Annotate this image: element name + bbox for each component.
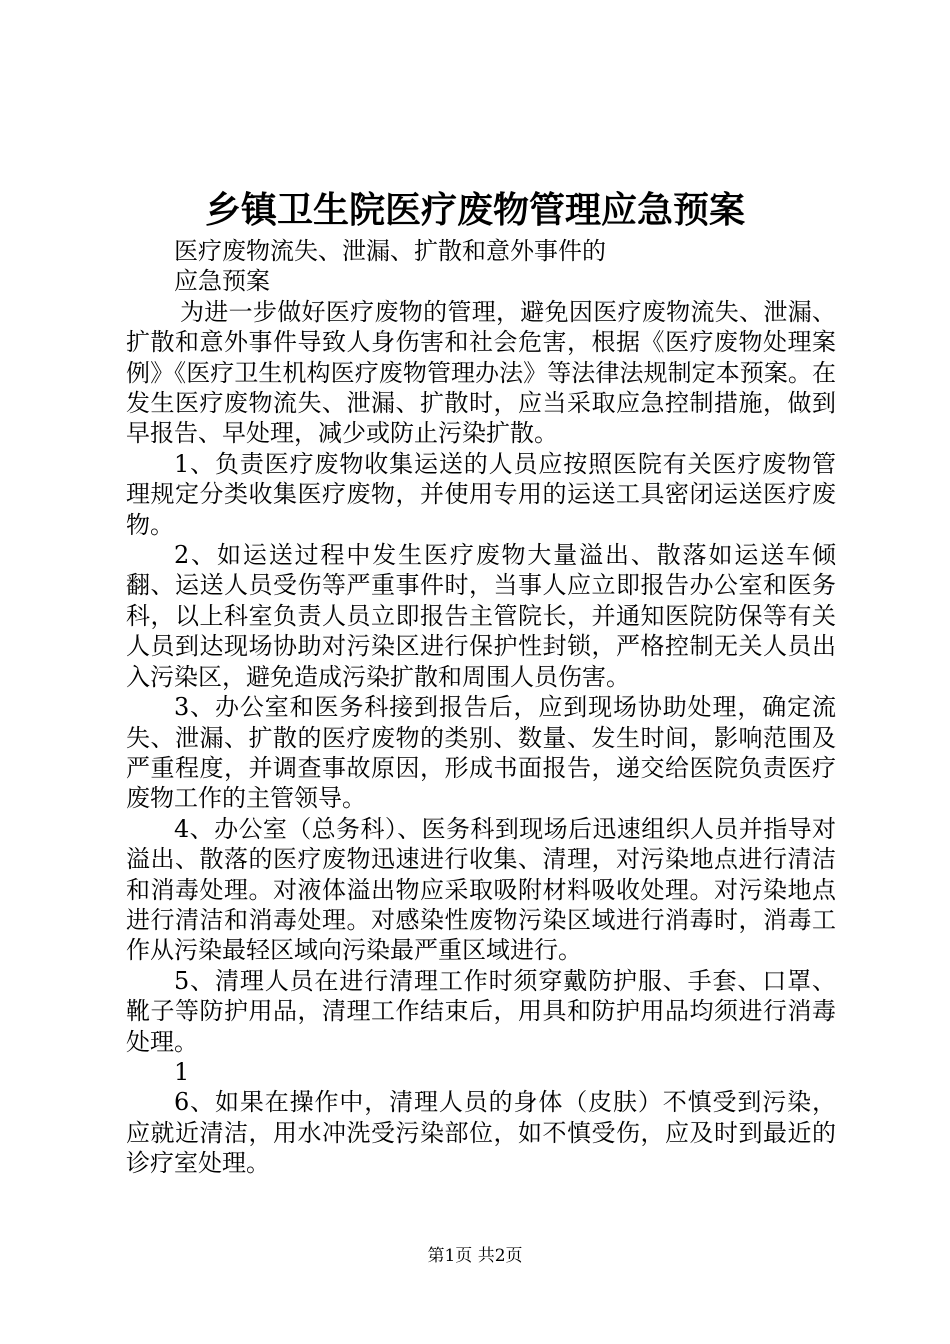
paragraph-item-2: 2、如运送过程中发生医疗废物大量溢出、散落如运送车倾翻、运送人员受伤等严重事件时，当事人应立即报告办公室和医务科，以上科室负责人员立即报告主管院长，并通知医院防保等有关人员到达现场协助对污染区进行保护性封锁，严格控制无关人员出入污染区，避免造成污染扩散和周围人员伤害。 xyxy=(126,541,836,691)
page-marker-number: 1 xyxy=(174,1057,190,1086)
paragraph-item-1: 1、负责医疗废物收集运送的人员应按照医院有关医疗废物管理规定分类收集医疗废物，并使用专用的运送工具密闭运送医疗废物。 xyxy=(126,449,836,539)
subtitle-line-1: 医疗废物流失、泄漏、扩散和意外事件的 xyxy=(174,237,606,265)
paragraph-item-5: 5、清理人员在进行清理工作时须穿戴防护服、手套、口罩、靴子等防护用品，清理工作结束后，用具和防护用品均须进行消毒处理。 xyxy=(126,966,836,1056)
paragraph-item-3: 3、办公室和医务科接到报告后，应到现场协助处理，确定流失、泄漏、扩散的医疗废物的类别、数量、发生时间，影响范围及严重程度，并调查事故原因，形成书面报告，递交给医院负责医疗废物工作的主管领导。 xyxy=(126,693,836,813)
paragraph-item-4: 4、办公室（总务科）、医务科到现场后迅速组织人员并指导对溢出、散落的医疗废物迅速进行收集、清理，对污染地点进行清洁和消毒处理。对液体溢出物应采取吸附材料吸收处理。对污染地点进行清洁和消毒处理。对感染性废物污染区域进行消毒时，消毒工作从污染最轻区域向污染最严重区域进行。 xyxy=(126,814,836,965)
paragraph-item-6: 6、如果在操作中，清理人员的身体（皮肤）不慎受到污染，应就近清洁，用水冲洗受污染部位，如不慎受伤，应及时到最近的诊疗室处理。 xyxy=(126,1088,836,1178)
subtitle-line-2: 应急预案 xyxy=(174,267,270,296)
intro-paragraph: 为进一步做好医疗废物的管理，避免因医疗废物流失、泄漏、扩散和意外事件导致人身伤害和社会危害，根据《医疗废物处理案例》《医疗卫生机构医疗废物管理办法》等法律法规制定本预案。在发生医疗废物流失、泄漏、扩散时，应当采取应急控制措施，做到早报告、早处理，减少或防止污染扩散。 xyxy=(126,297,836,448)
document-title: 乡镇卫生院医疗废物管理应急预案 xyxy=(204,189,745,231)
document-body xyxy=(126,236,836,1179)
page-footer: 第1页 共2页 xyxy=(427,1246,523,1266)
